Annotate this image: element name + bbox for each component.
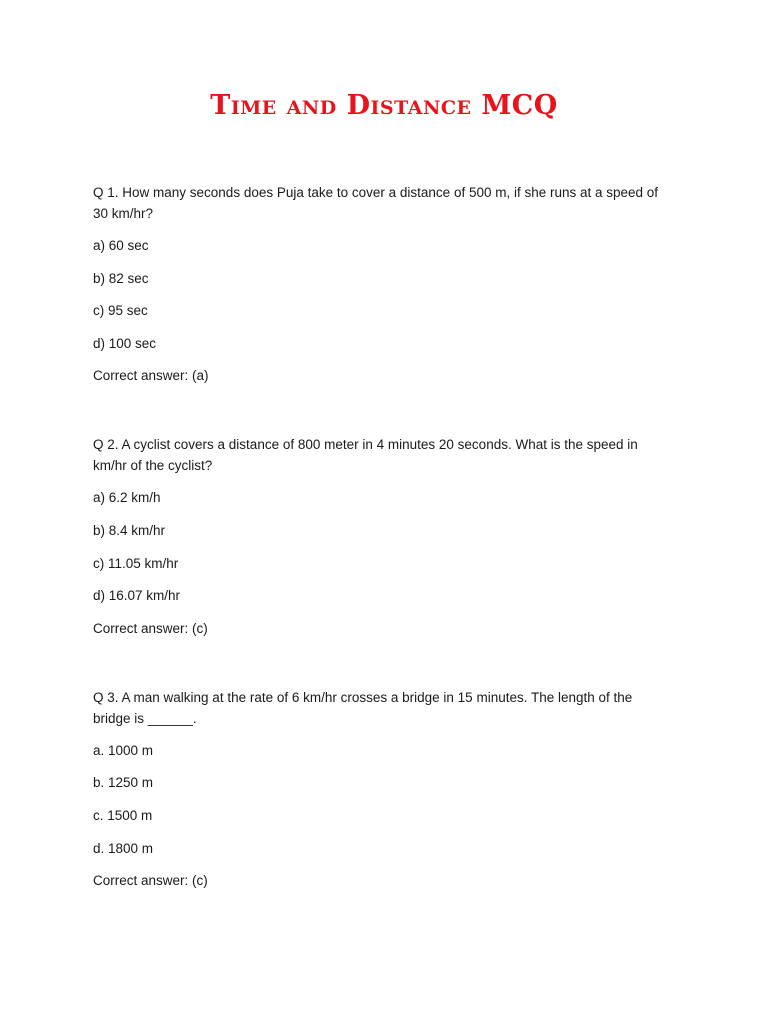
page-title: Time and Distance MCQ [210,90,558,121]
question-list [93,182,673,939]
correct-answer: Correct answer: (c) [93,873,208,889]
correct-answer: Correct answer: (c) [93,620,208,636]
option-c: c. 1500 m [93,807,153,823]
option-a: a) 6.2 km/h [93,490,161,506]
option-c: c) 95 sec [93,303,148,319]
question-text: Q 2. A cyclist covers a distance of 800 meter in 4 minutes 20 seconds. What is the speed in km/hr of the cyclist? [93,437,638,474]
question-1 [93,182,673,386]
option-b: b) 82 sec [93,270,149,286]
correct-answer: Correct answer: (a) [93,368,209,384]
option-d: d) 16.07 km/hr [93,588,181,604]
option-d: d. 1800 m [93,840,154,856]
option-b: b) 8.4 km/hr [93,522,166,538]
question-text: Q 1. How many seconds does Puja take to cover a distance of 500 m, if she runs at a speed of 30 km/hr? [93,185,659,221]
question-3 [93,687,673,891]
question-text: Q 3. A man walking at the rate of 6 km/hr crosses a bridge in 15 minutes. The length of the bridge is ______. [93,689,633,726]
question-2 [93,434,673,638]
option-a: a) 60 sec [93,238,149,253]
option-a: a. 1000 m [93,742,154,758]
option-c: c) 11.05 km/hr [93,555,179,571]
option-list [93,487,673,606]
option-list [93,740,673,859]
option-d: d) 100 sec [93,335,157,351]
option-list [93,235,673,354]
option-b: b. 1250 m [93,775,154,791]
